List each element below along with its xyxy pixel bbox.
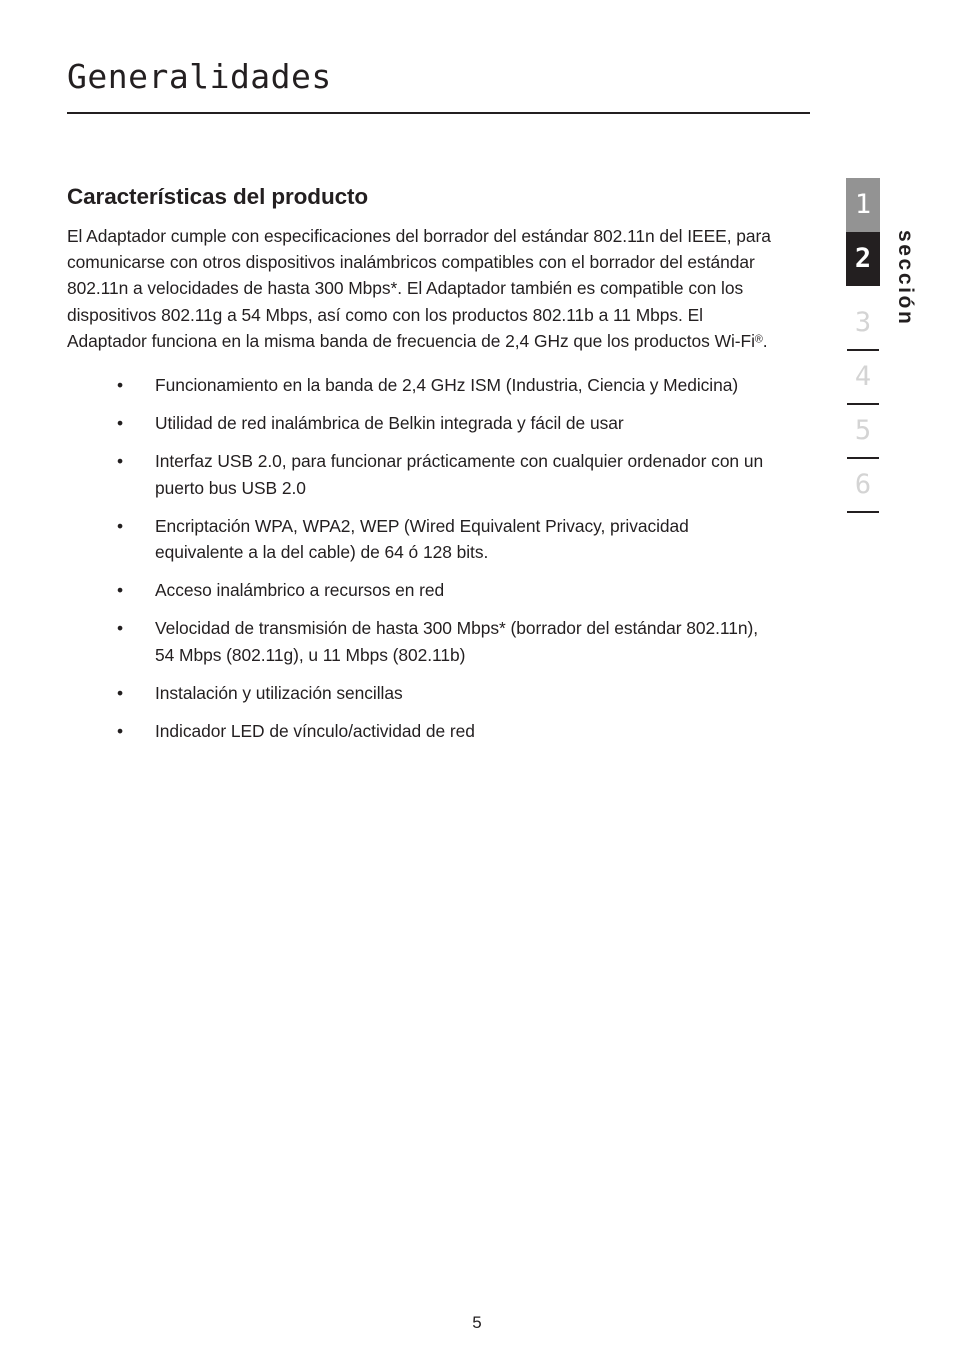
section-nav-item-number: 1	[846, 178, 880, 232]
section-nav-item-4[interactable]	[846, 350, 880, 404]
bullet-icon: •	[117, 721, 124, 742]
section-nav-item-5[interactable]	[846, 404, 880, 458]
feature-list-item	[67, 615, 777, 667]
feature-list-item-label: Interfaz USB 2.0, para funcionar prácticamente con cualquier ordenador con un puerto bus USB 2.0	[155, 451, 764, 498]
section-nav-item-number: 2	[846, 232, 880, 286]
feature-list-item-label: Acceso inalámbrico a recursos en red	[155, 580, 445, 601]
bullet-icon: •	[117, 618, 124, 639]
section-nav-item-6[interactable]	[846, 458, 880, 512]
section-nav-item-2[interactable]	[846, 232, 880, 286]
feature-list-item	[67, 718, 777, 744]
section-nav-item-divider	[847, 511, 879, 513]
feature-list-item-label: Velocidad de transmisión de hasta 300 Mbps* (borrador del estándar 802.11n), 54 Mbps (802.11g), u 11 Mbps (802.11b)	[155, 618, 758, 665]
bullet-icon: •	[117, 375, 124, 396]
bullet-icon: •	[117, 451, 124, 472]
feature-list-item	[67, 372, 777, 398]
page-title: Generalidades	[67, 57, 332, 96]
section-nav-item-3[interactable]	[846, 296, 880, 350]
intro-paragraph	[67, 223, 777, 354]
page-number: 5	[472, 1313, 482, 1332]
section-nav-item-number: 3	[854, 307, 872, 338]
feature-list-item	[67, 410, 777, 436]
feature-list-item	[67, 448, 777, 500]
feature-list-item-label: Funcionamiento en la banda de 2,4 GHz ISM (Industria, Ciencia y Medicina)	[155, 375, 739, 396]
section-navigator-label: sección	[894, 230, 917, 327]
feature-list-item-label: Utilidad de red inalámbrica de Belkin integrada y fácil de usar	[155, 413, 624, 434]
bullet-icon: •	[117, 682, 124, 703]
feature-list-item	[67, 513, 777, 565]
feature-list	[67, 372, 777, 744]
bullet-icon: •	[117, 413, 124, 434]
intro-paragraph-tail: .	[762, 330, 768, 351]
title-divider	[67, 112, 810, 114]
feature-list-item-label: Indicador LED de vínculo/actividad de red	[155, 721, 475, 742]
bullet-icon: •	[117, 580, 124, 601]
section-nav-item-number: 6	[854, 469, 872, 500]
feature-list-item	[67, 680, 777, 706]
bullet-icon: •	[117, 515, 124, 536]
feature-list-item-label: Encriptación WPA, WPA2, WEP (Wired Equivalent Privacy, privacidad equivalente a la del cable) de 64 ó 128 bits.	[155, 515, 689, 563]
section-nav-item-1[interactable]	[846, 178, 880, 232]
feature-list-item	[67, 577, 777, 603]
section-navigator	[846, 178, 880, 512]
section-nav-item-number: 5	[854, 415, 872, 446]
section-heading: Características del producto	[67, 184, 369, 209]
main-content	[67, 183, 777, 756]
feature-list-item-label: Instalación y utilización sencillas	[155, 682, 403, 703]
section-nav-item-number: 4	[854, 361, 872, 392]
intro-paragraph-text: El Adaptador cumple con especificaciones del borrador del estándar 802.11n del IEEE, para comunicarse con otros dispositivos inalámbricos compatibles con el borrador del estándar 802.11n a velocidades de hasta 300 Mbps*. El Adaptador también es compatible con los dispositivos 802.11g a 54 Mbps, así como con los productos 802.11b a 11 Mbps. El Adaptador funciona en la misma banda de frecuencia de 2,4 GHz que los productos Wi-Fi	[67, 226, 771, 351]
registered-trademark-symbol: ®	[754, 333, 763, 346]
section-nav-spacer	[846, 286, 880, 296]
